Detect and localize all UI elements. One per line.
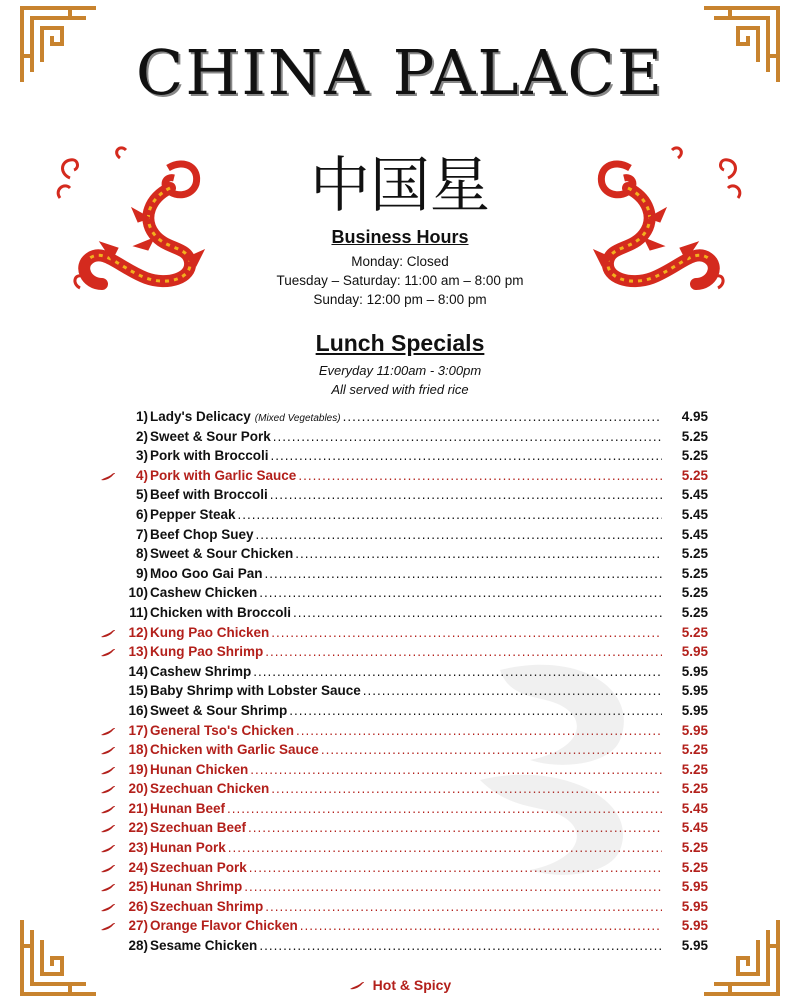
menu-item-number: 11) — [129, 604, 148, 620]
leader-dots — [321, 742, 662, 757]
menu-item-name: Beef Chop Suey — [150, 526, 254, 542]
legend-label: Hot & Spicy — [372, 977, 452, 993]
menu-item — [98, 899, 708, 919]
menu-item-name: Hunan Beef — [150, 800, 226, 816]
chili-pepper-icon — [100, 727, 116, 737]
leader-dots — [273, 429, 662, 444]
chili-pepper-icon — [100, 472, 116, 482]
leader-dots — [265, 566, 662, 581]
menu-item — [98, 468, 708, 488]
leader-dots — [295, 546, 662, 561]
menu-item — [98, 918, 708, 938]
menu-item-price: 5.45 — [681, 820, 708, 836]
menu-item — [98, 664, 708, 684]
menu-item-price: 5.95 — [681, 918, 708, 934]
menu-item-price: 5.45 — [681, 506, 708, 522]
menu-item-name: Kung Pao Chicken — [150, 624, 270, 640]
leader-dots — [298, 468, 662, 483]
menu-item-name: Sweet & Sour Shrimp — [150, 702, 288, 718]
menu-item-number: 19) — [128, 761, 148, 777]
hours-line: Tuesday – Saturday: 11:00 am – 8:00 pm — [276, 273, 524, 288]
menu-item-number: 17) — [128, 722, 148, 738]
leader-dots — [259, 585, 662, 600]
menu-list — [98, 409, 708, 958]
menu-item-number: 22) — [128, 820, 148, 836]
chili-pepper-icon — [100, 922, 116, 932]
leader-dots — [293, 605, 662, 620]
lunch-specials-header — [0, 330, 800, 399]
leader-dots — [271, 781, 662, 796]
menu-item-number: 10) — [128, 585, 148, 601]
hours-title: Business Hours — [331, 227, 469, 247]
menu-item-name: Cashew Chicken — [150, 585, 258, 601]
menu-item — [98, 429, 708, 449]
menu-item-name: Szechuan Chicken — [150, 781, 270, 797]
menu-item-name: Moo Goo Gai Pan — [150, 565, 263, 581]
leader-dots — [271, 448, 662, 463]
menu-item — [98, 507, 708, 527]
leader-dots — [238, 507, 662, 522]
chili-pepper-icon — [100, 785, 116, 795]
menu-item — [98, 879, 708, 899]
menu-item-price: 5.95 — [681, 644, 708, 660]
chili-pepper-icon — [100, 805, 116, 815]
menu-item-number: 15) — [128, 683, 148, 699]
leader-dots — [289, 703, 662, 718]
menu-item-price: 5.25 — [681, 546, 708, 562]
menu-item-number: 5) — [135, 487, 148, 503]
menu-item-number: 2) — [135, 428, 148, 444]
menu-item-price: 5.25 — [681, 585, 708, 601]
menu-item — [98, 820, 708, 840]
menu-item-name: Lady's Delicacy — [150, 409, 251, 424]
menu-item — [98, 840, 708, 860]
chili-pepper-icon — [349, 981, 365, 991]
menu-item — [98, 644, 708, 664]
menu-item-price: 5.95 — [681, 879, 708, 895]
menu-item-price: 5.25 — [681, 428, 708, 444]
menu-item-name: Pepper Steak — [150, 506, 236, 522]
menu-item-number: 4) — [135, 467, 148, 483]
business-hours — [0, 227, 800, 309]
menu-item — [98, 566, 708, 586]
menu-item-number: 20) — [128, 781, 148, 797]
specials-subtitle: Everyday 11:00am - 3:00pm — [318, 363, 482, 378]
specials-subtitle: All served with fried rice — [331, 382, 469, 397]
menu-item-name: Szechuan Pork — [150, 859, 247, 875]
restaurant-name: CHINA PALACE — [135, 36, 665, 109]
menu-item — [98, 487, 708, 507]
menu-item-price: 5.25 — [681, 859, 708, 875]
menu-item — [98, 781, 708, 801]
chili-pepper-icon — [100, 629, 116, 639]
menu-item-number: 9) — [135, 565, 148, 581]
leader-dots — [300, 918, 662, 933]
menu-item-name: Hunan Pork — [150, 840, 226, 856]
leader-dots — [256, 527, 662, 542]
menu-item-number: 6) — [135, 506, 148, 522]
menu-item-number: 16) — [128, 702, 148, 718]
menu-item — [98, 625, 708, 645]
menu-item-name: Baby Shrimp with Lobster Sauce — [150, 683, 361, 699]
menu-item-number: 27) — [128, 918, 148, 934]
menu-item — [98, 605, 708, 625]
legend — [0, 977, 800, 993]
leader-dots — [259, 938, 662, 953]
menu-item-price: 5.45 — [681, 800, 708, 816]
leader-dots — [343, 409, 662, 424]
menu-item-name: Cashew Shrimp — [150, 663, 252, 679]
menu-item-price: 5.95 — [681, 722, 708, 738]
leader-dots — [270, 487, 662, 502]
menu-item-name: Hunan Chicken — [150, 761, 249, 777]
menu-item — [98, 801, 708, 821]
menu-item — [98, 585, 708, 605]
hours-line: Monday: Closed — [351, 254, 449, 269]
restaurant-chinese-name: 中国星 — [310, 151, 490, 221]
menu-item — [98, 546, 708, 566]
leader-dots — [227, 801, 662, 816]
menu-item-name: Chicken with Garlic Sauce — [150, 742, 319, 758]
menu-item-price: 5.25 — [681, 467, 708, 483]
menu-item-name: Sweet & Sour Pork — [150, 428, 271, 444]
menu-item-price: 5.25 — [681, 565, 708, 581]
menu-item — [98, 409, 708, 429]
menu-item-number: 23) — [128, 840, 148, 856]
menu-item — [98, 683, 708, 703]
menu-item-name: Szechuan Beef — [150, 820, 247, 836]
leader-dots — [265, 644, 662, 659]
menu-item-price: 5.25 — [681, 840, 708, 856]
menu-item-price: 5.95 — [681, 898, 708, 914]
menu-item-number: 24) — [128, 859, 148, 875]
menu-item — [98, 527, 708, 547]
menu-item-number: 18) — [128, 742, 148, 758]
menu-item-name: Orange Flavor Chicken — [150, 918, 298, 934]
menu-item-price: 5.95 — [681, 683, 708, 699]
menu-item-price: 5.25 — [681, 604, 708, 620]
menu-item — [98, 703, 708, 723]
menu-item-price: 5.25 — [681, 624, 708, 640]
menu-item-price: 5.25 — [681, 761, 708, 777]
menu-item-name: General Tso's Chicken — [150, 722, 295, 738]
menu-item — [98, 742, 708, 762]
menu-item-price: 4.95 — [681, 409, 708, 424]
hours-line: Sunday: 12:00 pm – 8:00 pm — [313, 292, 487, 307]
chili-pepper-icon — [100, 648, 116, 658]
menu-item-number: 21) — [128, 800, 148, 816]
specials-title: Lunch Specials — [315, 330, 485, 356]
menu-item-name: Pork with Broccoli — [150, 448, 269, 464]
menu-item-name: Szechuan Shrimp — [150, 898, 264, 914]
menu-item — [98, 448, 708, 468]
leader-dots — [296, 723, 662, 738]
leader-dots — [253, 664, 662, 679]
menu-item-number: 14) — [128, 663, 148, 679]
menu-item-number: 13) — [128, 644, 148, 660]
menu-item-number: 28) — [128, 938, 148, 954]
menu-item-name: Hunan Shrimp — [150, 879, 243, 895]
menu-item-number: 26) — [128, 898, 148, 914]
menu-item-number: 25) — [128, 879, 148, 895]
menu-item-number: 1) — [135, 409, 148, 424]
chili-pepper-icon — [100, 824, 116, 834]
leader-dots — [249, 860, 662, 875]
chili-pepper-icon — [100, 844, 116, 854]
menu-item-number: 3) — [135, 448, 148, 464]
chili-pepper-icon — [100, 903, 116, 913]
menu-item-name: Kung Pao Shrimp — [150, 644, 264, 660]
menu-item-name: Pork with Garlic Sauce — [150, 467, 297, 483]
menu-item-price: 5.95 — [681, 702, 708, 718]
menu-item — [98, 723, 708, 743]
menu-item-price: 5.95 — [681, 663, 708, 679]
menu-item-price: 5.25 — [681, 448, 708, 464]
menu-item-price: 5.45 — [681, 487, 708, 503]
menu-item-price: 5.25 — [681, 781, 708, 797]
menu-item-number: 7) — [135, 526, 148, 542]
menu-item-name: Sesame Chicken — [150, 938, 258, 954]
menu-item-name: Beef with Broccoli — [150, 487, 268, 503]
chili-pepper-icon — [100, 766, 116, 776]
leader-dots — [250, 762, 662, 777]
menu-item — [98, 938, 708, 958]
menu-item — [98, 860, 708, 880]
chili-pepper-icon — [100, 883, 116, 893]
leader-dots — [271, 625, 662, 640]
menu-item-number: 12) — [128, 624, 148, 640]
leader-dots — [244, 879, 662, 894]
menu-item-number: 8) — [135, 546, 148, 562]
chili-pepper-icon — [100, 864, 116, 874]
leader-dots — [265, 899, 662, 914]
menu-item-name: Chicken with Broccoli — [150, 604, 292, 620]
menu-item-price: 5.45 — [681, 526, 708, 542]
menu-item-price: 5.25 — [681, 742, 708, 758]
menu-item — [98, 762, 708, 782]
leader-dots — [363, 683, 662, 698]
leader-dots — [228, 840, 662, 855]
leader-dots — [248, 820, 662, 835]
chili-pepper-icon — [100, 746, 116, 756]
menu-item-note: (Mixed Vegetables) — [254, 413, 341, 424]
menu-item-name: Sweet & Sour Chicken — [150, 546, 294, 562]
menu-item-price: 5.95 — [681, 938, 708, 954]
